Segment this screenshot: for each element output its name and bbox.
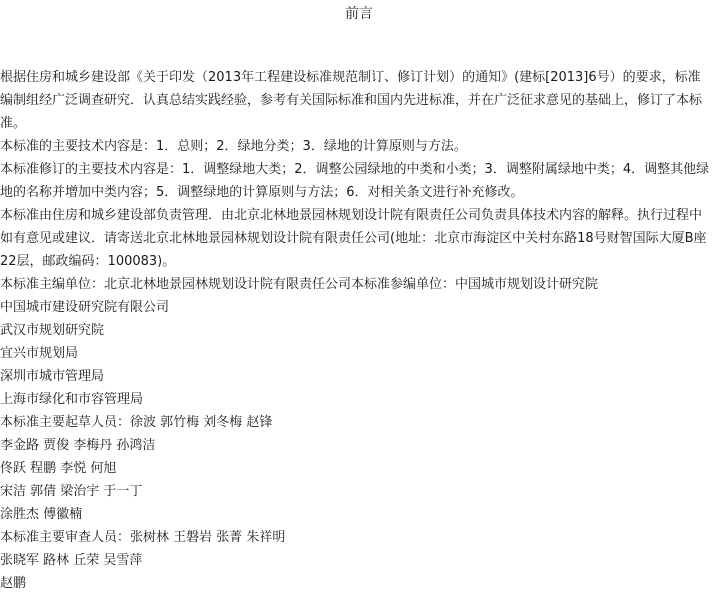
reviewers-line: 本标准主要审查人员：张树林 王磐岩 张菁 朱祥明 [0, 530, 286, 545]
drafters-line: 本标准主要起草人员：徐波 郭竹梅 刘冬梅 赵锋 [0, 415, 273, 430]
paragraph-management: 本标准由住房和城乡建设部负责管理．由北京北林地景园林规划设计院有限责任公司负责具体技术内容的解释。执行过程中如有意见或建议．请寄送北京北林地景园林规划设计院有限责任公司(地址：北京市海淀区中关村东路18号财智国际大厦B座22层，邮政编码：100083)。 [0, 208, 707, 269]
participant-unit: 中国城市建设研究院有限公司 [0, 300, 170, 315]
drafters-line: 李金路 贾俊 李梅丹 孙鸿洁 [0, 438, 156, 453]
paragraph-revision-content: 本标准修订的主要技术内容是：1．调整绿地大类；2．调整公园绿地的中类和小类；3．调整附属绿地中类；4．调整其他绿地的名称并增加中类内容；5．调整绿地的计算原则与方法；6．对相关条文进行补充修改。 [0, 162, 710, 200]
paragraph-intro: 根据住房和城乡建设部《关于印发（2013年工程建设标准规范制订、修订计划）的通知》(建标[2013]6号）的要求，标准编制组经广泛调查研究．认真总结实践经验，参考有关国际标准和国内先进标准，并在广泛征求意见的基础上，修订了本标准。 [0, 70, 703, 131]
participant-unit: 武汉市规划研究院 [0, 323, 105, 338]
drafters-line: 涂胜杰 傅徽楠 [0, 507, 83, 522]
participant-unit: 宜兴市规划局 [0, 346, 79, 361]
participant-unit: 深圳市城市管理局 [0, 369, 105, 384]
paragraph-editor-units: 本标准主编单位：北京北林地景园林规划设计院有限责任公司本标准参编单位：中国城市规划设计研究院 [0, 277, 599, 292]
paragraph-main-content: 本标准的主要技术内容是：1．总则；2．绿地分类；3．绿地的计算原则与方法。 [0, 139, 467, 154]
document-body [0, 66, 712, 595]
participant-unit: 上海市绿化和市容管理局 [0, 392, 144, 407]
drafters-line: 宋洁 郭倩 梁治宇 于一丁 [0, 484, 143, 499]
document-title: 前言 [345, 6, 373, 22]
drafters-line: 佟跃 程鹏 李悦 何旭 [0, 461, 117, 476]
reviewers-line: 张晓军 路林 丘荣 吴雪萍 [0, 553, 143, 568]
reviewers-line: 赵鹏 [0, 576, 27, 591]
